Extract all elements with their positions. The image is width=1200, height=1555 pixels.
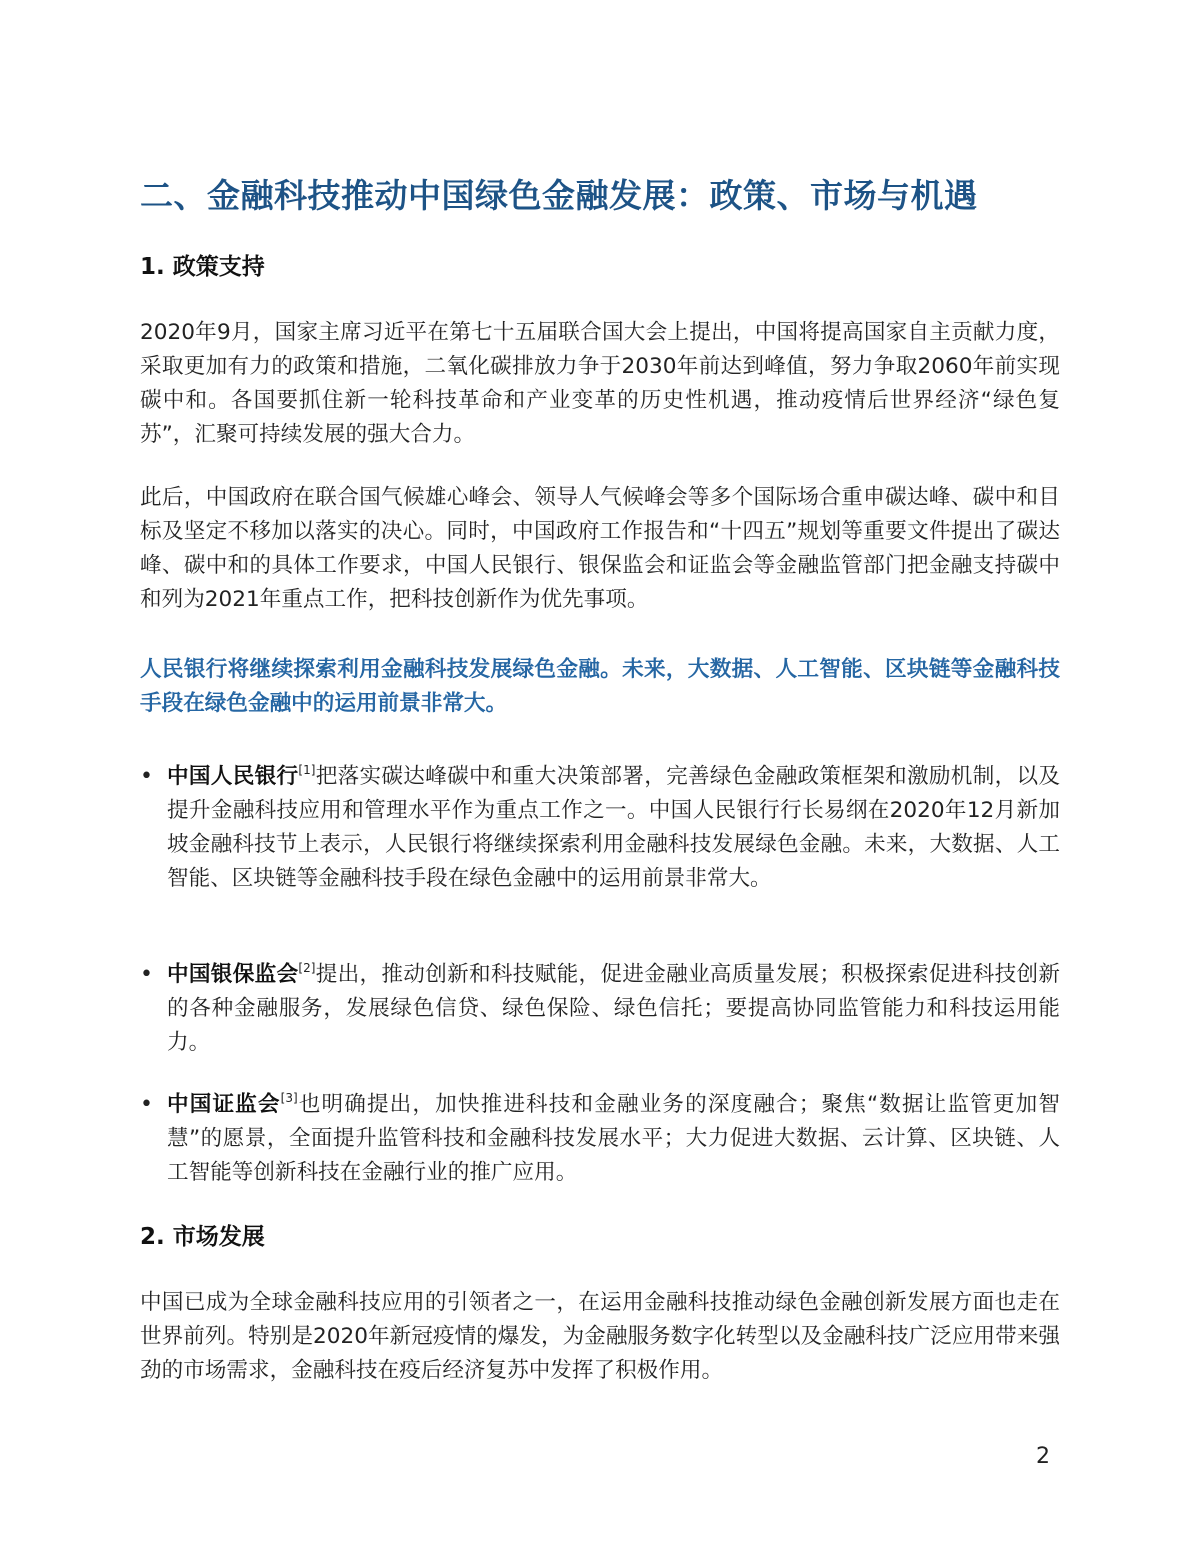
highlight-quote: 人民银行将继续探索利用金融科技发展绿色金融。未来，大数据、人工智能、区块链等金融科技手段在绿色金融中的运用前景非常大。 <box>140 657 1060 716</box>
list-item <box>140 1088 1060 1190</box>
footnote-ref[interactable]: [1] <box>298 763 316 777</box>
footnote-ref[interactable]: [2] <box>298 961 316 975</box>
page-title: 二、金融科技推动中国绿色金融发展：政策、市场与机遇 <box>140 176 978 215</box>
section-heading-market: 2. 市场发展 <box>140 1224 265 1250</box>
paragraph: 2020年9月，国家主席习近平在第七十五届联合国大会上提出，中国将提高国家自主贡献力度，采取更加有力的政策和措施，二氧化碳排放力争于2030年前达到峰值，努力争取2060年前实现碳中和。各国要抓住新一轮科技革命和产业变革的历史性机遇，推动疫情后世界经济“绿色复苏”，汇聚可持续发展的强大合力。 <box>140 320 1060 447</box>
bullet-text: 把落实碳达峰碳中和重大决策部署，完善绿色金融政策框架和激励机制，以及提升金融科技应用和管理水平作为重点工作之一。中国人民银行行长易纲在2020年12月新加坡金融科技节上表示，人民银行将继续探索利用金融科技发展绿色金融。未来，大数据、人工智能、区块链等金融科技手段在绿色金融中的运用前景非常大。 <box>167 764 1060 891</box>
section-heading-policy: 1. 政策支持 <box>140 254 265 280</box>
bullet-icon: • <box>140 1092 153 1117</box>
bullet-icon: • <box>140 764 153 789</box>
list-item <box>140 760 1060 896</box>
footnote-ref[interactable]: [3] <box>280 1091 298 1105</box>
list-item <box>140 958 1060 1060</box>
bullet-icon: • <box>140 962 153 987</box>
bullet-subject: 中国银保监会 <box>167 962 299 987</box>
paragraph: 中国已成为全球金融科技应用的引领者之一，在运用金融科技推动绿色金融创新发展方面也走在世界前列。特别是2020年新冠疫情的爆发，为金融服务数字化转型以及金融科技广泛应用带来强劲的市场需求，金融科技在疫后经济复苏中发挥了积极作用。 <box>140 1290 1060 1383</box>
bullet-text: 也明确提出，加快推进科技和金融业务的深度融合；聚焦“数据让监管更加智慧”的愿景，全面提升监管科技和金融科技发展水平；大力促进大数据、云计算、区块链、人工智能等创新科技在金融行业的推广应用。 <box>167 1092 1060 1185</box>
bullet-text: 提出，推动创新和科技赋能，促进金融业高质量发展；积极探索促进科技创新的各种金融服务，发展绿色信贷、绿色保险、绿色信托；要提高协同监管能力和科技运用能力。 <box>167 962 1060 1055</box>
bullet-subject: 中国证监会 <box>167 1092 281 1117</box>
paragraph: 此后，中国政府在联合国气候雄心峰会、领导人气候峰会等多个国际场合重申碳达峰、碳中和目标及坚定不移加以落实的决心。同时，中国政府工作报告和“十四五”规划等重要文件提出了碳达峰、碳中和的具体工作要求，中国人民银行、银保监会和证监会等金融监管部门把金融支持碳中和列为2021年重点工作，把科技创新作为优先事项。 <box>140 485 1060 612</box>
bullet-subject: 中国人民银行 <box>167 764 299 789</box>
page-number: 2 <box>1036 1444 1050 1469</box>
